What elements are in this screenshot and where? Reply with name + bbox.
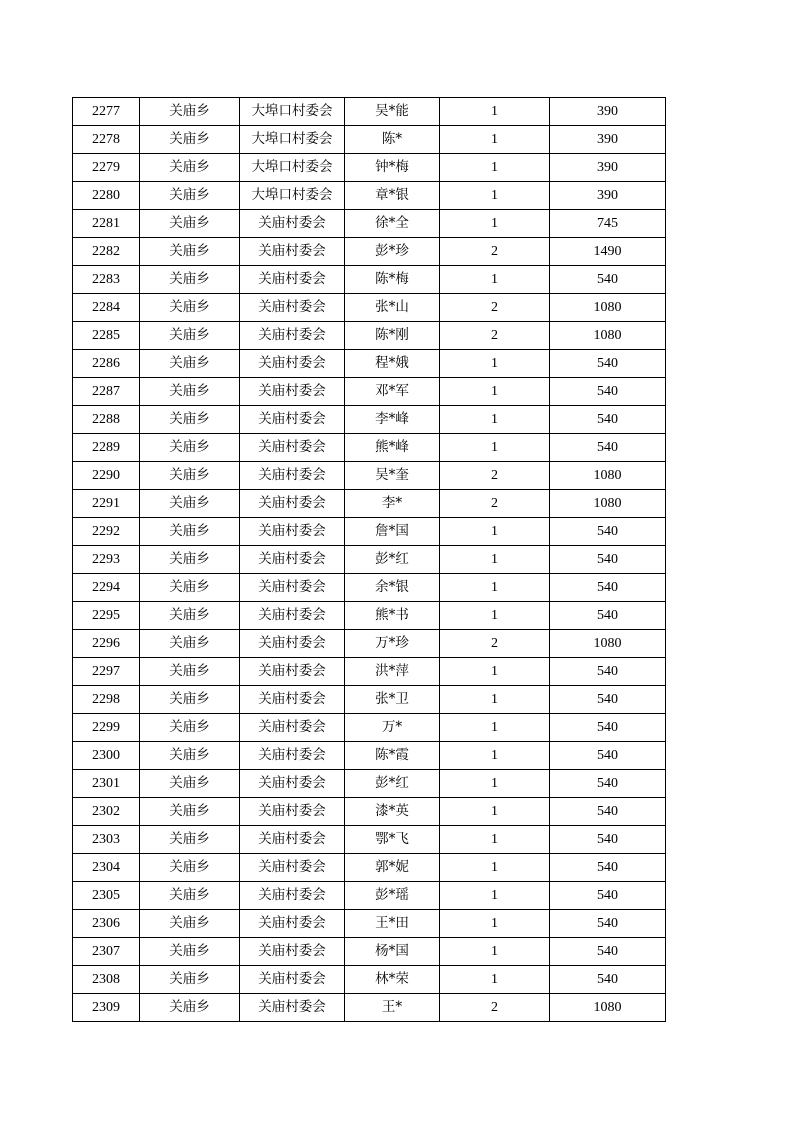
village-committee-cell: 关庙村委会 — [240, 770, 345, 798]
count-cell: 1 — [440, 658, 550, 686]
amount-cell: 1490 — [550, 238, 666, 266]
table-row — [73, 686, 666, 714]
amount-cell: 540 — [550, 378, 666, 406]
serial-number-cell: 2290 — [73, 462, 140, 490]
table-row — [73, 574, 666, 602]
count-cell: 1 — [440, 266, 550, 294]
name-cell: 陈*霞 — [345, 742, 440, 770]
table-row — [73, 630, 666, 658]
count-cell: 1 — [440, 938, 550, 966]
name-cell: 吴*奎 — [345, 462, 440, 490]
amount-cell: 540 — [550, 854, 666, 882]
name-cell: 彭*红 — [345, 546, 440, 574]
count-cell: 1 — [440, 98, 550, 126]
data-table — [72, 97, 666, 1022]
serial-number-cell: 2279 — [73, 154, 140, 182]
name-cell: 程*娥 — [345, 350, 440, 378]
township-cell: 关庙乡 — [140, 854, 240, 882]
table-row — [73, 798, 666, 826]
serial-number-cell: 2282 — [73, 238, 140, 266]
amount-cell: 390 — [550, 126, 666, 154]
village-committee-cell: 关庙村委会 — [240, 518, 345, 546]
amount-cell: 540 — [550, 434, 666, 462]
amount-cell: 1080 — [550, 994, 666, 1022]
name-cell: 詹*国 — [345, 518, 440, 546]
serial-number-cell: 2302 — [73, 798, 140, 826]
amount-cell: 390 — [550, 98, 666, 126]
count-cell: 1 — [440, 182, 550, 210]
amount-cell: 540 — [550, 966, 666, 994]
count-cell: 1 — [440, 966, 550, 994]
township-cell: 关庙乡 — [140, 966, 240, 994]
township-cell: 关庙乡 — [140, 546, 240, 574]
count-cell: 2 — [440, 294, 550, 322]
table-row — [73, 854, 666, 882]
amount-cell: 540 — [550, 882, 666, 910]
village-committee-cell: 关庙村委会 — [240, 574, 345, 602]
serial-number-cell: 2283 — [73, 266, 140, 294]
village-committee-cell: 大埠口村委会 — [240, 98, 345, 126]
table-row — [73, 154, 666, 182]
count-cell: 1 — [440, 210, 550, 238]
township-cell: 关庙乡 — [140, 602, 240, 630]
township-cell: 关庙乡 — [140, 378, 240, 406]
table-row — [73, 658, 666, 686]
table-row — [73, 546, 666, 574]
village-committee-cell: 大埠口村委会 — [240, 126, 345, 154]
table-row — [73, 938, 666, 966]
serial-number-cell: 2298 — [73, 686, 140, 714]
township-cell: 关庙乡 — [140, 406, 240, 434]
name-cell: 杨*国 — [345, 938, 440, 966]
serial-number-cell: 2281 — [73, 210, 140, 238]
serial-number-cell: 2295 — [73, 602, 140, 630]
village-committee-cell: 关庙村委会 — [240, 630, 345, 658]
township-cell: 关庙乡 — [140, 938, 240, 966]
township-cell: 关庙乡 — [140, 322, 240, 350]
table-row — [73, 182, 666, 210]
name-cell: 彭*瑶 — [345, 882, 440, 910]
amount-cell: 540 — [550, 406, 666, 434]
village-committee-cell: 关庙村委会 — [240, 826, 345, 854]
serial-number-cell: 2293 — [73, 546, 140, 574]
amount-cell: 1080 — [550, 490, 666, 518]
township-cell: 关庙乡 — [140, 658, 240, 686]
village-committee-cell: 关庙村委会 — [240, 294, 345, 322]
village-committee-cell: 关庙村委会 — [240, 266, 345, 294]
serial-number-cell: 2291 — [73, 490, 140, 518]
serial-number-cell: 2288 — [73, 406, 140, 434]
name-cell: 李* — [345, 490, 440, 518]
count-cell: 1 — [440, 686, 550, 714]
amount-cell: 540 — [550, 658, 666, 686]
name-cell: 张*卫 — [345, 686, 440, 714]
township-cell: 关庙乡 — [140, 294, 240, 322]
village-committee-cell: 关庙村委会 — [240, 714, 345, 742]
township-cell: 关庙乡 — [140, 882, 240, 910]
amount-cell: 540 — [550, 910, 666, 938]
name-cell: 万*珍 — [345, 630, 440, 658]
serial-number-cell: 2309 — [73, 994, 140, 1022]
township-cell: 关庙乡 — [140, 490, 240, 518]
name-cell: 徐*全 — [345, 210, 440, 238]
village-committee-cell: 关庙村委会 — [240, 686, 345, 714]
village-committee-cell: 关庙村委会 — [240, 546, 345, 574]
village-committee-cell: 关庙村委会 — [240, 490, 345, 518]
table-row — [73, 910, 666, 938]
village-committee-cell: 关庙村委会 — [240, 910, 345, 938]
amount-cell: 540 — [550, 938, 666, 966]
name-cell: 李*峰 — [345, 406, 440, 434]
village-committee-cell: 关庙村委会 — [240, 854, 345, 882]
township-cell: 关庙乡 — [140, 98, 240, 126]
count-cell: 1 — [440, 350, 550, 378]
serial-number-cell: 2304 — [73, 854, 140, 882]
township-cell: 关庙乡 — [140, 742, 240, 770]
serial-number-cell: 2292 — [73, 518, 140, 546]
count-cell: 1 — [440, 518, 550, 546]
amount-cell: 540 — [550, 266, 666, 294]
amount-cell: 540 — [550, 518, 666, 546]
count-cell: 1 — [440, 798, 550, 826]
serial-number-cell: 2308 — [73, 966, 140, 994]
serial-number-cell: 2294 — [73, 574, 140, 602]
amount-cell: 1080 — [550, 630, 666, 658]
village-committee-cell: 关庙村委会 — [240, 994, 345, 1022]
count-cell: 1 — [440, 574, 550, 602]
village-committee-cell: 关庙村委会 — [240, 462, 345, 490]
count-cell: 1 — [440, 910, 550, 938]
table-row — [73, 434, 666, 462]
amount-cell: 540 — [550, 546, 666, 574]
name-cell: 钟*梅 — [345, 154, 440, 182]
table-row — [73, 350, 666, 378]
serial-number-cell: 2287 — [73, 378, 140, 406]
village-committee-cell: 关庙村委会 — [240, 966, 345, 994]
count-cell: 1 — [440, 714, 550, 742]
serial-number-cell: 2289 — [73, 434, 140, 462]
amount-cell: 540 — [550, 574, 666, 602]
table-row — [73, 966, 666, 994]
table-row — [73, 518, 666, 546]
name-cell: 熊*书 — [345, 602, 440, 630]
table-row — [73, 378, 666, 406]
serial-number-cell: 2280 — [73, 182, 140, 210]
village-committee-cell: 大埠口村委会 — [240, 154, 345, 182]
amount-cell: 745 — [550, 210, 666, 238]
village-committee-cell: 关庙村委会 — [240, 658, 345, 686]
amount-cell: 540 — [550, 826, 666, 854]
township-cell: 关庙乡 — [140, 462, 240, 490]
name-cell: 陈* — [345, 126, 440, 154]
name-cell: 林*荣 — [345, 966, 440, 994]
count-cell: 1 — [440, 882, 550, 910]
table-row — [73, 126, 666, 154]
table-row — [73, 210, 666, 238]
table-row — [73, 826, 666, 854]
name-cell: 漆*英 — [345, 798, 440, 826]
township-cell: 关庙乡 — [140, 630, 240, 658]
village-committee-cell: 关庙村委会 — [240, 602, 345, 630]
name-cell: 万* — [345, 714, 440, 742]
count-cell: 1 — [440, 742, 550, 770]
name-cell: 王* — [345, 994, 440, 1022]
amount-cell: 1080 — [550, 322, 666, 350]
table-row — [73, 994, 666, 1022]
township-cell: 关庙乡 — [140, 714, 240, 742]
serial-number-cell: 2303 — [73, 826, 140, 854]
village-committee-cell: 关庙村委会 — [240, 798, 345, 826]
name-cell: 陈*梅 — [345, 266, 440, 294]
count-cell: 1 — [440, 770, 550, 798]
table-row — [73, 882, 666, 910]
count-cell: 1 — [440, 854, 550, 882]
amount-cell: 540 — [550, 686, 666, 714]
amount-cell: 1080 — [550, 462, 666, 490]
name-cell: 吴*能 — [345, 98, 440, 126]
count-cell: 2 — [440, 490, 550, 518]
count-cell: 1 — [440, 546, 550, 574]
amount-cell: 540 — [550, 602, 666, 630]
table-row — [73, 714, 666, 742]
table-row — [73, 238, 666, 266]
name-cell: 彭*红 — [345, 770, 440, 798]
township-cell: 关庙乡 — [140, 154, 240, 182]
name-cell: 陈*刚 — [345, 322, 440, 350]
village-committee-cell: 关庙村委会 — [240, 406, 345, 434]
township-cell: 关庙乡 — [140, 826, 240, 854]
count-cell: 2 — [440, 994, 550, 1022]
count-cell: 2 — [440, 238, 550, 266]
serial-number-cell: 2301 — [73, 770, 140, 798]
serial-number-cell: 2277 — [73, 98, 140, 126]
township-cell: 关庙乡 — [140, 798, 240, 826]
amount-cell: 390 — [550, 182, 666, 210]
serial-number-cell: 2278 — [73, 126, 140, 154]
township-cell: 关庙乡 — [140, 238, 240, 266]
table-row — [73, 602, 666, 630]
amount-cell: 390 — [550, 154, 666, 182]
serial-number-cell: 2285 — [73, 322, 140, 350]
name-cell: 彭*珍 — [345, 238, 440, 266]
township-cell: 关庙乡 — [140, 518, 240, 546]
township-cell: 关庙乡 — [140, 434, 240, 462]
serial-number-cell: 2300 — [73, 742, 140, 770]
name-cell: 洪*萍 — [345, 658, 440, 686]
village-committee-cell: 关庙村委会 — [240, 350, 345, 378]
township-cell: 关庙乡 — [140, 210, 240, 238]
table-row — [73, 742, 666, 770]
name-cell: 郭*妮 — [345, 854, 440, 882]
name-cell: 余*银 — [345, 574, 440, 602]
township-cell: 关庙乡 — [140, 266, 240, 294]
table-row — [73, 462, 666, 490]
count-cell: 1 — [440, 154, 550, 182]
serial-number-cell: 2296 — [73, 630, 140, 658]
name-cell: 章*银 — [345, 182, 440, 210]
village-committee-cell: 关庙村委会 — [240, 322, 345, 350]
count-cell: 2 — [440, 322, 550, 350]
table-row — [73, 490, 666, 518]
township-cell: 关庙乡 — [140, 910, 240, 938]
table-row — [73, 294, 666, 322]
amount-cell: 1080 — [550, 294, 666, 322]
village-committee-cell: 大埠口村委会 — [240, 182, 345, 210]
village-committee-cell: 关庙村委会 — [240, 378, 345, 406]
name-cell: 鄂*飞 — [345, 826, 440, 854]
table-row — [73, 266, 666, 294]
name-cell: 邓*军 — [345, 378, 440, 406]
table-body — [73, 98, 666, 1022]
village-committee-cell: 关庙村委会 — [240, 742, 345, 770]
count-cell: 1 — [440, 602, 550, 630]
township-cell: 关庙乡 — [140, 686, 240, 714]
amount-cell: 540 — [550, 350, 666, 378]
village-committee-cell: 关庙村委会 — [240, 238, 345, 266]
name-cell: 张*山 — [345, 294, 440, 322]
serial-number-cell: 2306 — [73, 910, 140, 938]
count-cell: 1 — [440, 826, 550, 854]
village-committee-cell: 关庙村委会 — [240, 210, 345, 238]
table-row — [73, 406, 666, 434]
amount-cell: 540 — [550, 742, 666, 770]
serial-number-cell: 2297 — [73, 658, 140, 686]
township-cell: 关庙乡 — [140, 182, 240, 210]
count-cell: 2 — [440, 462, 550, 490]
township-cell: 关庙乡 — [140, 350, 240, 378]
village-committee-cell: 关庙村委会 — [240, 882, 345, 910]
township-cell: 关庙乡 — [140, 994, 240, 1022]
amount-cell: 540 — [550, 714, 666, 742]
amount-cell: 540 — [550, 798, 666, 826]
village-committee-cell: 关庙村委会 — [240, 938, 345, 966]
serial-number-cell: 2284 — [73, 294, 140, 322]
township-cell: 关庙乡 — [140, 574, 240, 602]
count-cell: 1 — [440, 434, 550, 462]
serial-number-cell: 2286 — [73, 350, 140, 378]
serial-number-cell: 2307 — [73, 938, 140, 966]
serial-number-cell: 2305 — [73, 882, 140, 910]
amount-cell: 540 — [550, 770, 666, 798]
table-row — [73, 770, 666, 798]
village-committee-cell: 关庙村委会 — [240, 434, 345, 462]
count-cell: 2 — [440, 630, 550, 658]
count-cell: 1 — [440, 406, 550, 434]
name-cell: 王*田 — [345, 910, 440, 938]
township-cell: 关庙乡 — [140, 126, 240, 154]
name-cell: 熊*峰 — [345, 434, 440, 462]
table-row — [73, 322, 666, 350]
count-cell: 1 — [440, 126, 550, 154]
serial-number-cell: 2299 — [73, 714, 140, 742]
count-cell: 1 — [440, 378, 550, 406]
township-cell: 关庙乡 — [140, 770, 240, 798]
table-row — [73, 98, 666, 126]
